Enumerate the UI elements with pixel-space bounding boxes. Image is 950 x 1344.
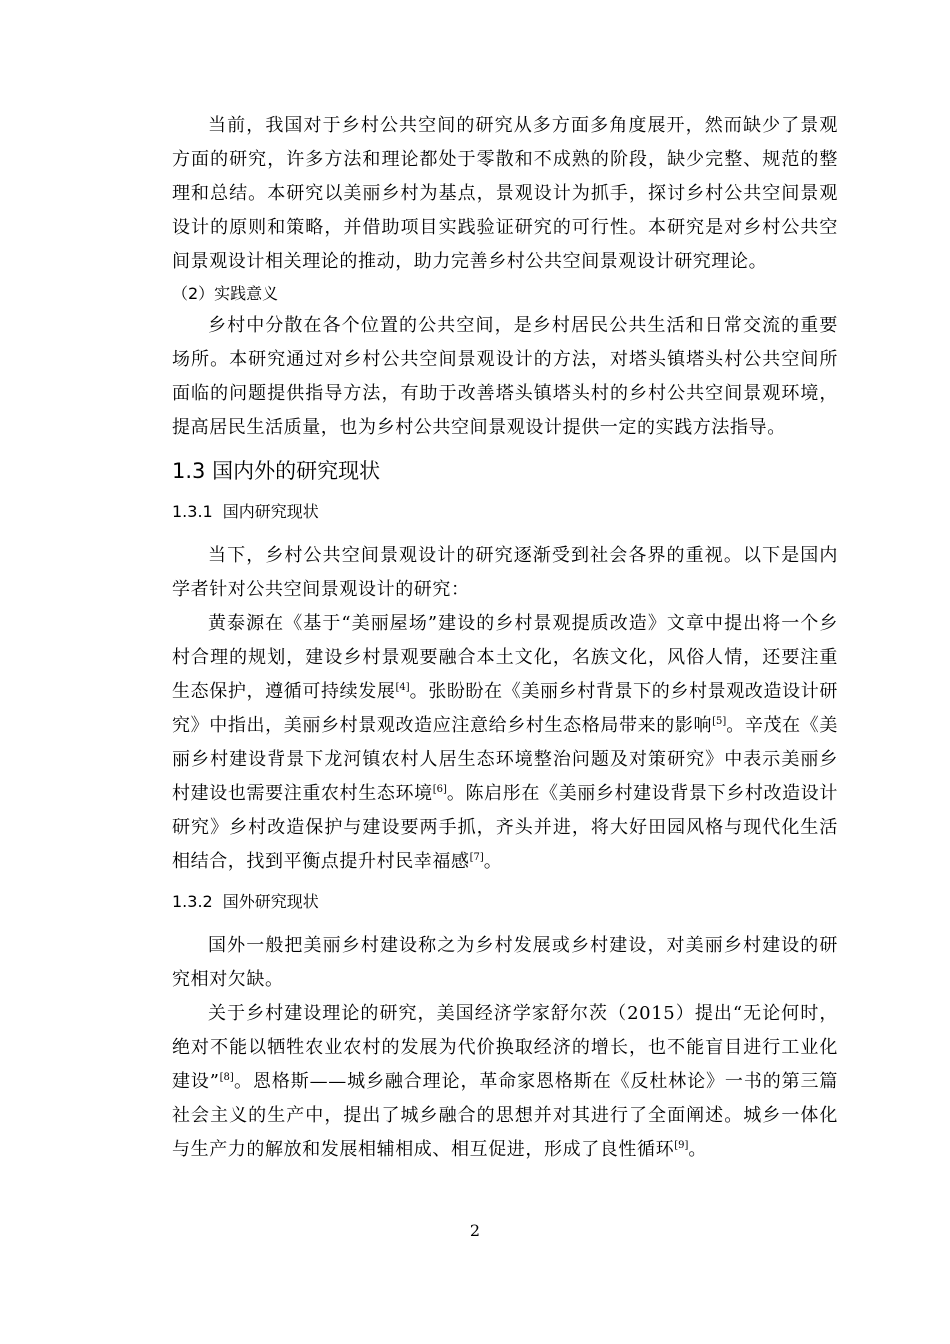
- text-run: 。: [688, 1139, 707, 1160]
- citation-6: [6]: [432, 784, 447, 795]
- text-run: 。: [483, 851, 503, 872]
- section-heading-1-3: 1.3 国内外的研究现状: [172, 459, 381, 483]
- section-heading-1-3-1: [172, 499, 838, 525]
- text-run: 黄泰源在《基于“美丽屋场”建设的乡村景观提质改造》文章中提出将一个乡村合理的规划，建设乡村景观要融合本土文化，名族文化，风俗人情，还要注重生态保护，遵循可持续发展: [172, 613, 838, 702]
- text-run: 。张盼盼在《美丽乡村背景下的乡村景观改造设计研究》中指出，美丽乡村景观改造应注意给乡村生态格局带来的影响: [172, 681, 838, 736]
- practice-significance-label: （2）实践意义: [172, 284, 279, 303]
- citation-7: [7]: [469, 852, 484, 863]
- text-run: 。辛茂在《美丽乡村建设背景下龙河镇农村人居生态环境整治问题及对策研究》中表示美丽乡村建设也需要注重农村生态环境: [172, 715, 838, 804]
- text-run: 关于乡村建设理论的研究，美国经济学家舒尔茨（2015）提出“无论何时，绝对不能以牺牲农业农村的发展为代价换取经济的增长，也不能盲目进行工业化建设”: [172, 1003, 838, 1092]
- section-title: 国外研究现状: [222, 892, 319, 911]
- paragraph-foreign-review: [172, 997, 838, 1167]
- page-body: [172, 109, 838, 1167]
- citation-5: [5]: [712, 716, 727, 727]
- section-heading-1-3-2: [172, 889, 838, 915]
- section-number: 1.3.2: [172, 892, 213, 911]
- section-title: 国内研究现状: [222, 502, 319, 521]
- paragraph-domestic-intro: 当下，乡村公共空间景观设计的研究逐渐受到社会各界的重视。以下是国内学者针对公共空间景观设计的研究：: [172, 545, 838, 600]
- citation-8: [8]: [219, 1072, 234, 1083]
- section-number: 1.3.1: [172, 502, 213, 521]
- paragraph-domestic-review: [172, 607, 838, 879]
- citation-9: [9]: [674, 1140, 689, 1151]
- paragraph-practice-significance: 乡村中分散在各个位置的公共空间，是乡村居民公共生活和日常交流的重要场所。本研究通过对乡村公共空间景观设计的方法，对塔头镇塔头村公共空间所面临的问题提供指导方法，有助于改善塔头镇塔头村的乡村公共空间景观环境，提高居民生活质量，也为乡村公共空间景观设计提供一定的实践方法指导。: [172, 315, 838, 438]
- paragraph-foreign-intro: 国外一般把美丽乡村建设称之为乡村发展或乡村建设，对美丽乡村建设的研究相对欠缺。: [172, 935, 838, 990]
- text-run: 。恩格斯——城乡融合理论，革命家恩格斯在《反杜林论》一书的第三篇社会主义的生产中，提出了城乡融合的思想并对其进行了全面阐述。城乡一体化与生产力的解放和发展相辅相成、相互促进，形成了良性循环: [172, 1071, 838, 1160]
- paragraph-theory-significance: 当前，我国对于乡村公共空间的研究从多方面多角度展开，然而缺少了景观方面的研究，许多方法和理论都处于零散和不成熟的阶段，缺少完整、规范的整理和总结。本研究以美丽乡村为基点，景观设计为抓手，探讨乡村公共空间景观设计的原则和策略，并借助项目实践验证研究的可行性。本研究是对乡村公共空间景观设计相关理论的推动，助力完善乡村公共空间景观设计研究理论。: [172, 115, 838, 272]
- citation-4: [4]: [395, 682, 410, 693]
- page-number: 2: [469, 1221, 481, 1240]
- text-run: 。陈启彤在《美丽乡村建设背景下乡村改造设计研究》乡村改造保护与建设要两手抓，齐头并进，将大好田园风格与现代化生活相结合，找到平衡点提升村民幸福感: [172, 783, 838, 872]
